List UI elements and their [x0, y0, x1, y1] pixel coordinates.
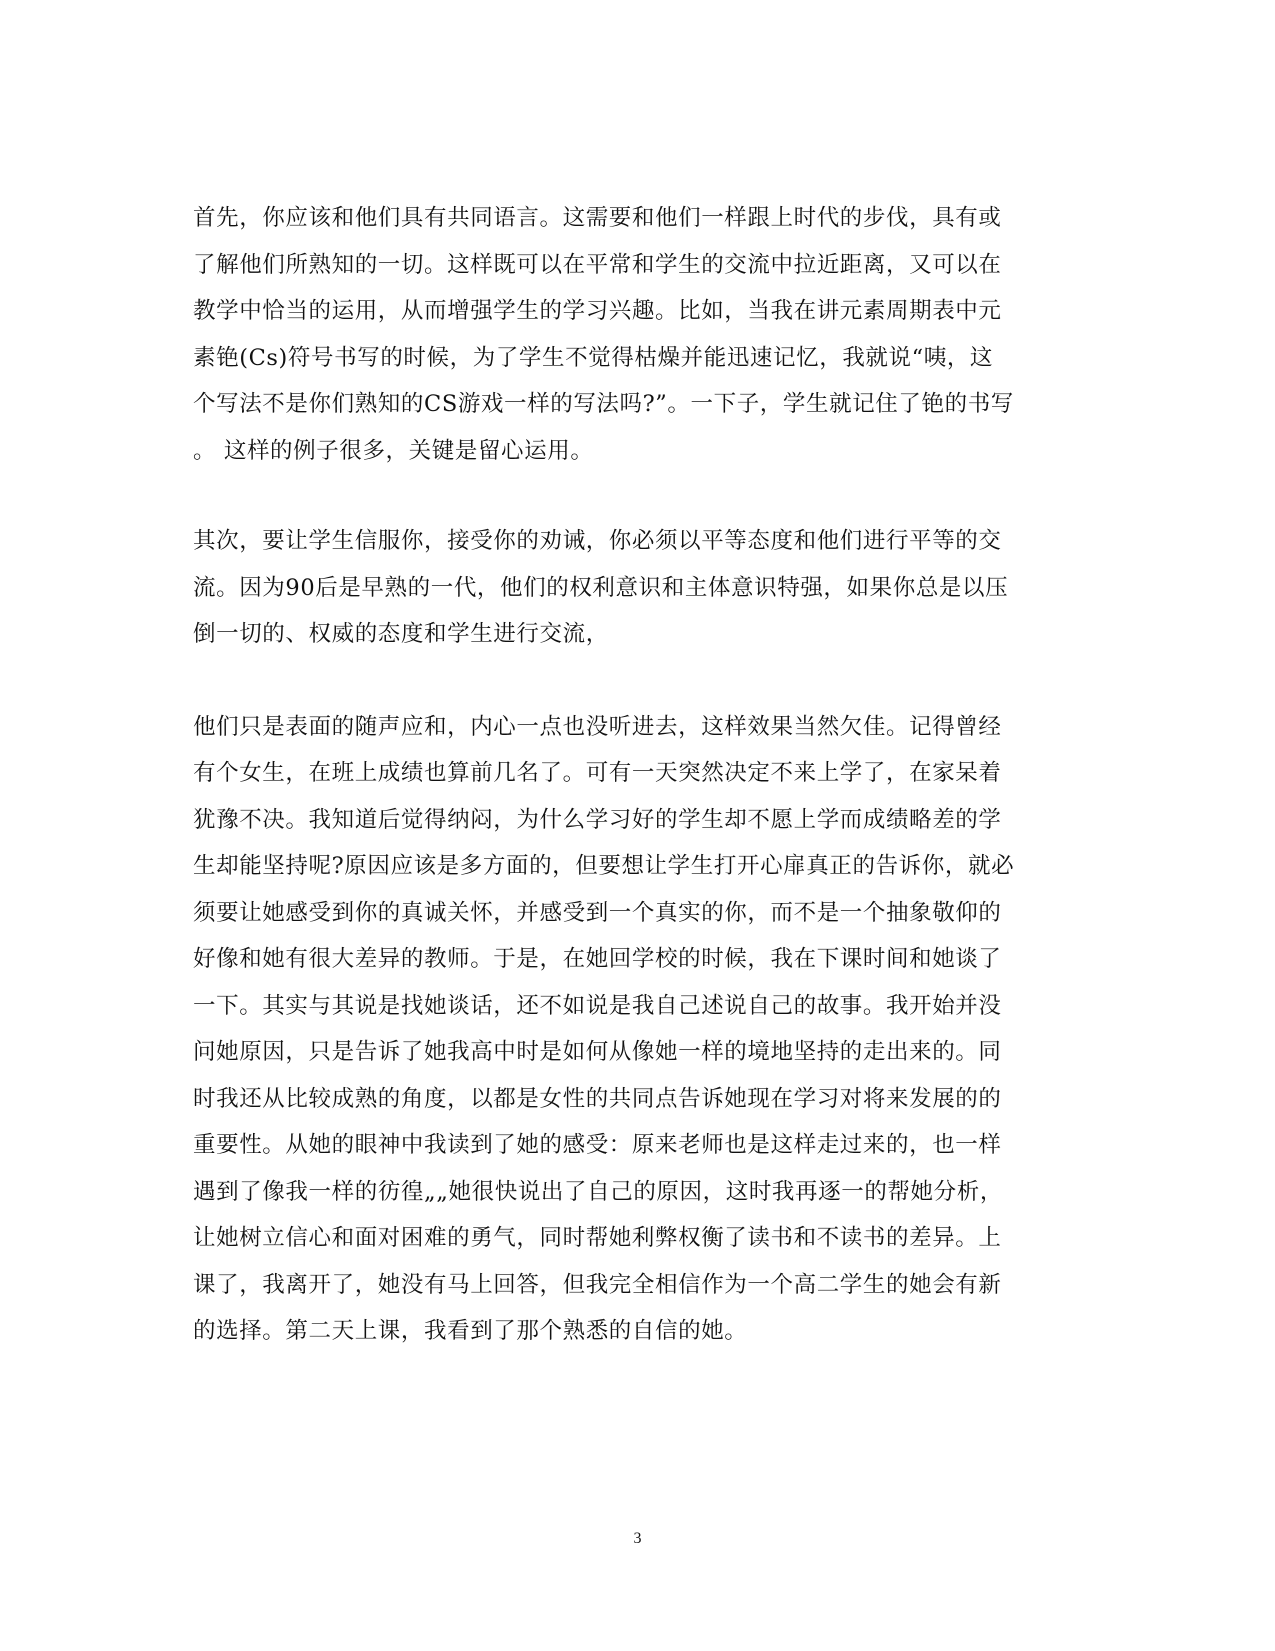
paragraph-2-line-1: 其次，要让学生信服你，接受你的劝诫，你必须以平等态度和他们进行平等的交	[193, 528, 1002, 554]
paragraph-2-line-3: 倒一切的、权威的态度和学生进行交流，	[193, 621, 609, 647]
paragraph-3-line-11: 遇到了像我一样的彷徨„„她很快说出了自己的原因，这时我再逐一的帮她分析，	[193, 1179, 1003, 1205]
paragraph-3-line-3: 犹豫不决。我知道后觉得纳闷，为什么学习好的学生却不愿上学而成绩略差的学	[193, 807, 1002, 833]
paragraph-3-line-12: 让她树立信心和面对困难的勇气，同时帮她利弊权衡了读书和不读书的差异。上	[193, 1225, 1002, 1251]
paragraph-1-line-4: 素铯(Cs)符号书写的时候，为了学生不觉得枯燥并能迅速记忆，我就说“咦，这	[193, 345, 994, 371]
paragraph-3-line-1: 他们只是表面的随声应和，内心一点也没听进去，这样效果当然欠佳。记得曾经	[193, 714, 1002, 740]
paragraph-3-line-2: 有个女生，在班上成绩也算前几名了。可有一天突然决定不来上学了，在家呆着	[193, 760, 1002, 786]
paragraph-1-line-5: 个写法不是你们熟知的CS游戏一样的写法吗?”。一下子，学生就记住了铯的书写	[193, 391, 1014, 417]
paragraph-2-line-2: 流。因为90后是早熟的一代，他们的权利意识和主体意识特强，如果你总是以压	[193, 575, 1009, 601]
paragraph-3-line-6: 好像和她有很大差异的教师。于是，在她回学校的时候，我在下课时间和她谈了	[193, 946, 1002, 972]
paragraph-3-line-9: 时我还从比较成熟的角度，以都是女性的共同点告诉她现在学习对将来发展的的	[193, 1086, 1002, 1112]
paragraph-3-line-8: 问她原因，只是告诉了她我高中时是如何从像她一样的境地坚持的走出来的。同	[193, 1039, 1002, 1065]
paragraph-3-line-13: 课了，我离开了，她没有马上回答，但我完全相信作为一个高二学生的她会有新	[193, 1272, 1002, 1298]
paragraph-1-line-6: 。 这样的例子很多，关键是留心运用。	[193, 438, 594, 464]
paragraph-1-line-2: 了解他们所熟知的一切。这样既可以在平常和学生的交流中拉近距离，又可以在	[193, 252, 1002, 278]
paragraph-1-line-1: 首先，你应该和他们具有共同语言。这需要和他们一样跟上时代的步伐，具有或	[193, 205, 1002, 231]
paragraph-3-line-7: 一下。其实与其说是找她谈话，还不如说是我自己述说自己的故事。我开始并没	[193, 993, 1002, 1019]
paragraph-3-line-4: 生却能坚持呢?原因应该是多方面的，但要想让学生打开心扉真正的告诉你，就必	[193, 853, 1015, 879]
paragraph-1-line-3: 教学中恰当的运用，从而增强学生的学习兴趣。比如，当我在讲元素周期表中元	[193, 298, 1002, 324]
paragraph-3-line-5: 须要让她感受到你的真诚关怀，并感受到一个真实的你，而不是一个抽象敬仰的	[193, 900, 1002, 926]
paragraph-3-line-10: 重要性。从她的眼神中我读到了她的感受：原来老师也是这样走过来的，也一样	[193, 1132, 1002, 1158]
page-number: 3	[633, 1530, 642, 1547]
paragraph-3-line-14: 的选择。第二天上课，我看到了那个熟悉的自信的她。	[193, 1318, 748, 1344]
